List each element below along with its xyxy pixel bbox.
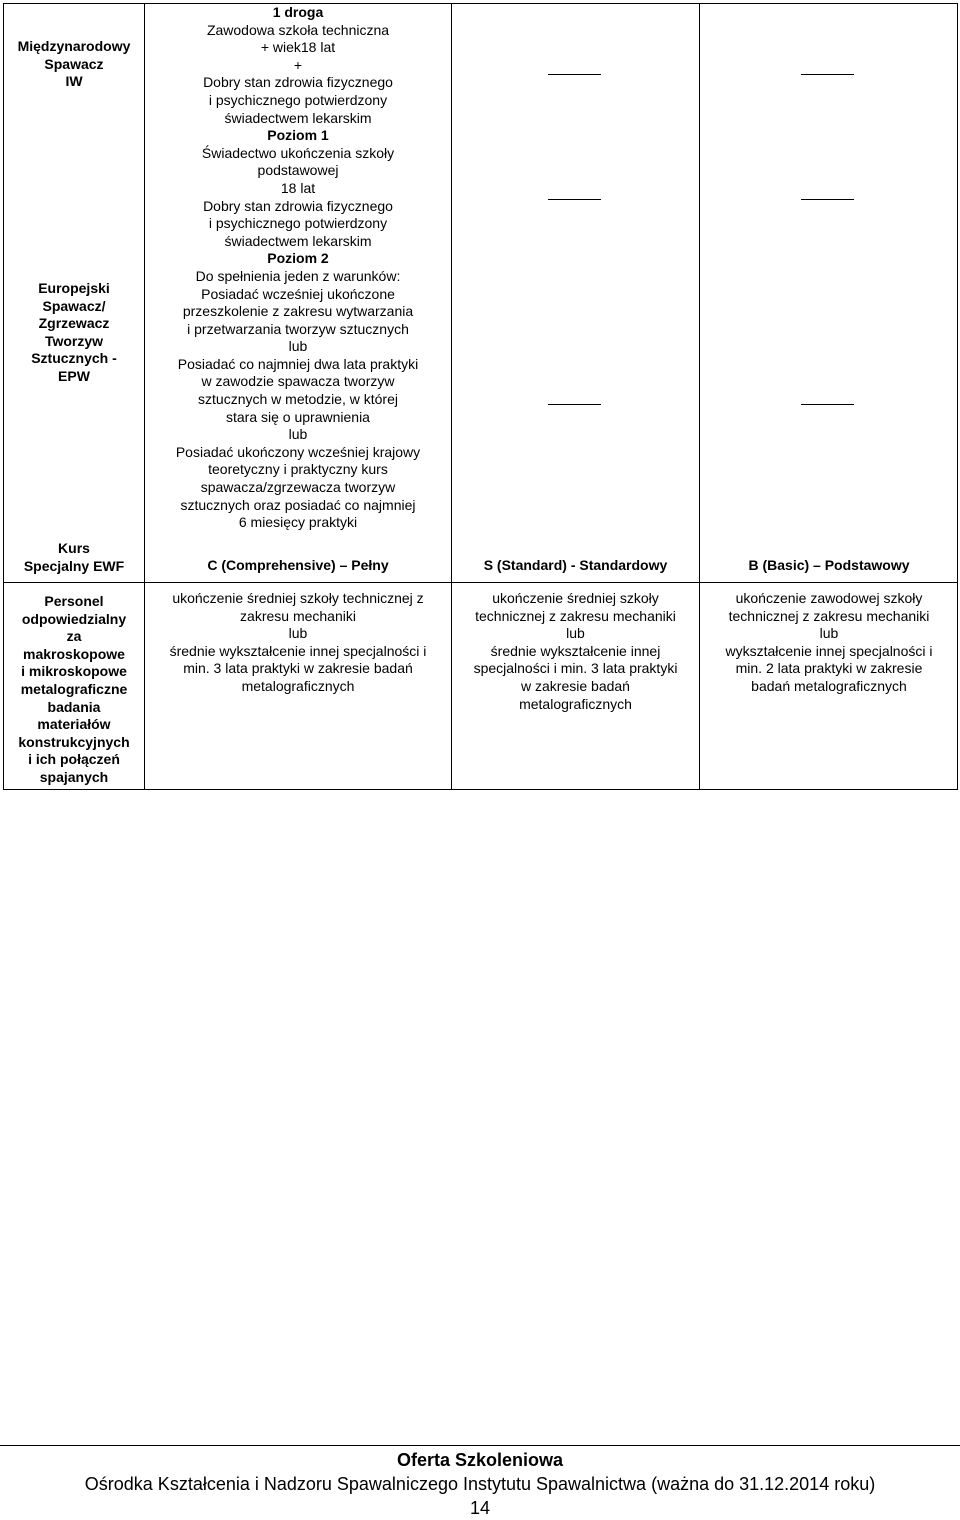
requirement-line: sztucznych w metodzie, w której xyxy=(198,391,398,408)
personel-basic xyxy=(700,590,958,696)
requirement-line: Posiadać co najmniej dwa lata praktyki xyxy=(177,355,419,372)
row-label-line: badania xyxy=(47,698,101,715)
footer-title: Oferta Szkoleniowa xyxy=(396,1450,564,1470)
level-standard: S (Standard) - Standardowy xyxy=(483,557,668,573)
row-label-line: Tworzyw xyxy=(44,332,104,349)
row-label-line: metalograficzne xyxy=(20,680,128,697)
requirement-line: wykształcenie innej specjalności i xyxy=(725,642,933,659)
requirement-line: Zawodowa szkoła techniczna xyxy=(206,21,390,38)
requirement-line: Posiadać ukończony wcześniej krajowy xyxy=(175,443,421,460)
row-label-line: odpowiedzialny xyxy=(21,610,127,627)
row-label-iw xyxy=(4,38,144,91)
requirement-line: + xyxy=(293,56,303,73)
row-label-line: Sztucznych - xyxy=(31,350,117,367)
requirement-line: ukończenie zawodowej szkoły xyxy=(735,590,923,606)
requirement-line: badań metalograficznych xyxy=(751,677,907,694)
requirement-line: lub xyxy=(819,625,839,642)
requirement-line: technicznej z zakresu mechaniki xyxy=(728,607,930,624)
row-divider xyxy=(3,582,958,583)
requirement-line: zakresu mechaniki xyxy=(240,607,356,624)
level-comprehensive: C (Comprehensive) – Pełny xyxy=(207,557,389,573)
requirement-line: teoretyczny i praktyczny kurs xyxy=(208,461,388,478)
empty-cell-dash xyxy=(801,74,854,75)
requirement-line: Dobry stan zdrowia fizycznego xyxy=(203,74,393,91)
requirement-line: i przetwarzania tworzyw sztucznych xyxy=(187,320,409,337)
row-label-line: i ich połączeń xyxy=(28,751,120,768)
requirement-line: Dobry stan zdrowia fizycznego xyxy=(203,197,393,214)
requirement-line: średnie wykształcenie innej specjalności i xyxy=(169,642,427,659)
row-label-line: makroskopowe xyxy=(23,645,125,662)
row-label-line: Spawacz/ xyxy=(42,297,106,314)
requirement-line: średnie wykształcenie innej xyxy=(490,642,661,659)
requirement-line: metalograficznych xyxy=(241,677,355,694)
requirement-line: świadectwem lekarskim xyxy=(224,109,372,126)
block-heading: Poziom 2 xyxy=(267,250,329,267)
requirement-line: ukończenie średniej szkoły technicznej z xyxy=(172,590,424,606)
empty-cell-dash xyxy=(801,199,854,200)
page-number: 14 xyxy=(469,1498,491,1518)
requirement-line: w zawodzie spawacza tworzyw xyxy=(201,373,395,390)
empty-cell-dash xyxy=(548,74,601,75)
requirement-line: + wiek18 lat xyxy=(260,39,336,56)
block-heading: 1 droga xyxy=(272,4,324,20)
requirement-line: specjalności i min. 3 lata praktyki xyxy=(473,660,678,677)
requirement-line: w zakresie badań xyxy=(521,677,630,694)
empty-cell-dash xyxy=(801,404,854,405)
row-label-line: Zgrzewacz xyxy=(38,315,110,332)
requirement-line: lub xyxy=(288,426,308,443)
requirement-line: lub xyxy=(288,338,308,355)
row-label-line: Kurs xyxy=(58,540,90,556)
row-label-line: spajanych xyxy=(39,768,109,785)
requirement-line: stara się o uprawnienia xyxy=(226,408,370,425)
requirement-line: podstawowej xyxy=(257,162,339,179)
requirement-line: 6 miesięcy praktyki xyxy=(238,514,358,531)
requirement-line: sztucznych oraz posiadać co najmniej xyxy=(180,496,416,513)
requirement-line: lub xyxy=(566,625,585,642)
requirement-line: Świadectwo ukończenia szkoły xyxy=(201,144,395,161)
row-label-line: Spawacz xyxy=(44,55,104,72)
row-label-epw xyxy=(4,280,144,386)
empty-cell-dash xyxy=(548,404,601,405)
page-footer xyxy=(0,1445,960,1520)
row-label-line: i mikroskopowe xyxy=(21,663,127,680)
row-label-line: Personel xyxy=(44,593,104,609)
row-label-line: konstrukcyjnych xyxy=(18,733,130,750)
row-label-line: materiałów xyxy=(37,716,111,733)
requirement-line: przeszkolenie z zakresu wytwarzania xyxy=(182,303,414,320)
requirement-line: 18 lat xyxy=(280,179,316,196)
footer-subtitle: Ośrodka Kształcenia i Nadzoru Spawalniczego Instytutu Spawalnictwa (ważna do 31.12.2014 roku) xyxy=(84,1474,876,1494)
requirement-line: technicznej z zakresu mechaniki xyxy=(475,607,676,624)
row-label-line: EPW xyxy=(58,367,90,384)
row-label-line: Specjalny EWF xyxy=(23,557,125,574)
requirement-line: i psychicznego potwierdzony xyxy=(208,215,388,232)
row-label-ewf xyxy=(4,540,144,575)
requirement-line: Do spełnienia jeden z warunków: xyxy=(195,267,401,284)
row-label-personel xyxy=(4,593,144,787)
level-basic: B (Basic) – Podstawowy xyxy=(748,557,910,573)
block-heading: Poziom 1 xyxy=(267,127,329,144)
requirements-cell xyxy=(145,4,451,532)
requirement-line: min. 3 lata praktyki w zakresie badań xyxy=(183,660,413,677)
requirement-line: metalograficznych xyxy=(519,695,632,712)
requirement-line: Posiadać wcześniej ukończone xyxy=(201,285,395,302)
requirement-line: spawacza/zgrzewacza tworzyw xyxy=(200,479,396,496)
personel-standard xyxy=(452,590,699,713)
row-label-line: za xyxy=(66,628,82,645)
requirement-line: lub xyxy=(288,625,308,642)
row-label-line: Międzynarodowy xyxy=(17,38,131,54)
requirement-line: ukończenie średniej szkoły xyxy=(492,590,659,606)
empty-cell-dash xyxy=(548,199,601,200)
row-label-line: IW xyxy=(65,73,83,90)
personel-comprehensive xyxy=(145,590,451,696)
row-label-line: Europejski xyxy=(38,280,110,296)
requirement-line: świadectwem lekarskim xyxy=(224,232,372,249)
requirement-line: min. 2 lata praktyki w zakresie xyxy=(735,660,923,677)
requirement-line: i psychicznego potwierdzony xyxy=(208,91,388,108)
